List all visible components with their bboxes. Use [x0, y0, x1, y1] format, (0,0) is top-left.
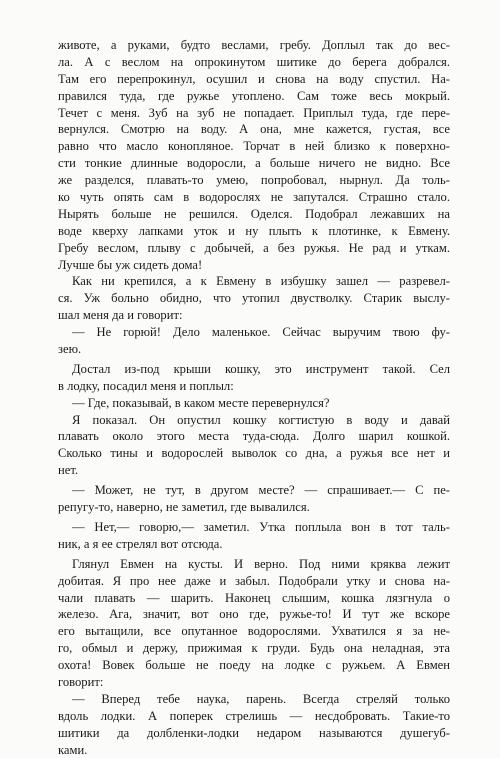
text-line: говорит:	[58, 674, 104, 689]
text-line: охота! Вовек больше не поеду на лодке с ружьем. А Евмен	[58, 658, 450, 673]
text-line: — Нет,— говорю,— заметил. Утка поплыла вон в тот таль-	[72, 519, 450, 534]
text-line: ко чуть опять сам в водорослях не запутался. Страшно стало.	[58, 190, 450, 205]
text-line: — Не горюй! Дело маленькое. Сейчас выручим твою фу-	[72, 325, 450, 340]
text-line: железо. Ага, значит, вот оно где, ружье-то! И тут же вскоре	[58, 607, 450, 622]
text-line: добитая. Я про нее даже и забыл. Подобрали утку и снова на-	[58, 573, 450, 588]
text-line: вернулся. Смотрю на воду. А она, мне кажется, густая, все	[58, 122, 450, 137]
text-line: — Вперед тебе наука, парень. Всегда стреляй только	[72, 691, 450, 706]
text-line: Лучше бы уж сидеть дома!	[58, 257, 203, 272]
text-line: же разделся, плавать-то умею, попробовал, нырнул. Да толь-	[58, 173, 450, 188]
text-line: — Может, не тут, в другом месте? — спрашивает.— С пе-	[72, 483, 450, 498]
text-line: Я показал. Он опустил кошку когтистую в воду и давай	[72, 412, 450, 427]
text-line: го, обмыл и держу, прижимая к груди. Будь она неладная, эта	[58, 641, 450, 656]
text-line: плавать около этого места туда-сюда. Долго шарил кошкой.	[58, 429, 450, 444]
text-line: ник, а я ее стрелял вот отсюда.	[58, 536, 223, 551]
text-line: его вытащили, все опутанное водорослями. Ухватился я за не-	[58, 624, 450, 639]
text-line: в лодку, посадил меня и поплыл:	[58, 378, 234, 393]
text-line: Гребу веслом, плыву с добычей, а без ружья. Не рад и уткам.	[58, 240, 450, 255]
text-line: — Где, показывай, в каком месте перевернулся?	[72, 395, 330, 410]
text-line: вдоль лодки. А поперек стрелишь — несдобровать. Такие-то	[58, 708, 450, 723]
text-line: Как ни крепился, а к Евмену в избушку зашел — разревел-	[72, 274, 450, 289]
text-line: правился туда, где ружье утоплено. Сам тоже весь мокрый.	[58, 88, 450, 103]
text-line: равно что масло конопляное. Торчат в ней близко к поверхно-	[58, 139, 450, 154]
text-line: чали плавать — шарить. Наконец слышим, кошка лязгнула о	[58, 590, 450, 605]
text-line: зею.	[58, 342, 82, 357]
text-line: Достал из-под крыши кошку, это инструмент такой. Сел	[72, 361, 450, 376]
text-line: воде кверху лапками уток и ну плыть к плотинке, к Евмену.	[58, 223, 450, 238]
text-line: сти тонкие длинные водоросли, а больше ничего не видно. Все	[58, 156, 450, 171]
page-text	[58, 37, 450, 758]
text-line: шал меня да и говорит:	[58, 308, 183, 323]
text-line: шитики да долбленки-лодки недаром называются душегуб-	[58, 725, 450, 740]
text-line: Сколько тины и водорослей выволок со дна, а ружья все нет и	[58, 446, 450, 461]
text-line: Нырять больше не решился. Оделся. Подобрал лежавших на	[58, 206, 450, 221]
text-line: Там его перепрокинул, осушил и снова на воду спустил. На-	[58, 71, 450, 86]
text-line: Глянул Евмен на кусты. И верно. Под ними кряква лежит	[72, 556, 450, 571]
text-line: ками.	[58, 742, 88, 757]
text-line: репугу-то, наверно, не заметил, где вывалился.	[58, 500, 310, 515]
text-line: животе, а руками, будто веслами, гребу. Доплыл так до вес-	[58, 38, 450, 52]
text-line: Течет с меня. Зуб на зуб не попадает. Приплыл туда, где пере-	[58, 105, 450, 120]
text-line: ся. Уж больно обидно, что утопил двустволку. Старик выслу-	[58, 291, 450, 306]
text-line: ла. А с веслом на опрокинутом шитике до берега добрался.	[58, 54, 450, 69]
text-line: нет.	[58, 463, 79, 478]
